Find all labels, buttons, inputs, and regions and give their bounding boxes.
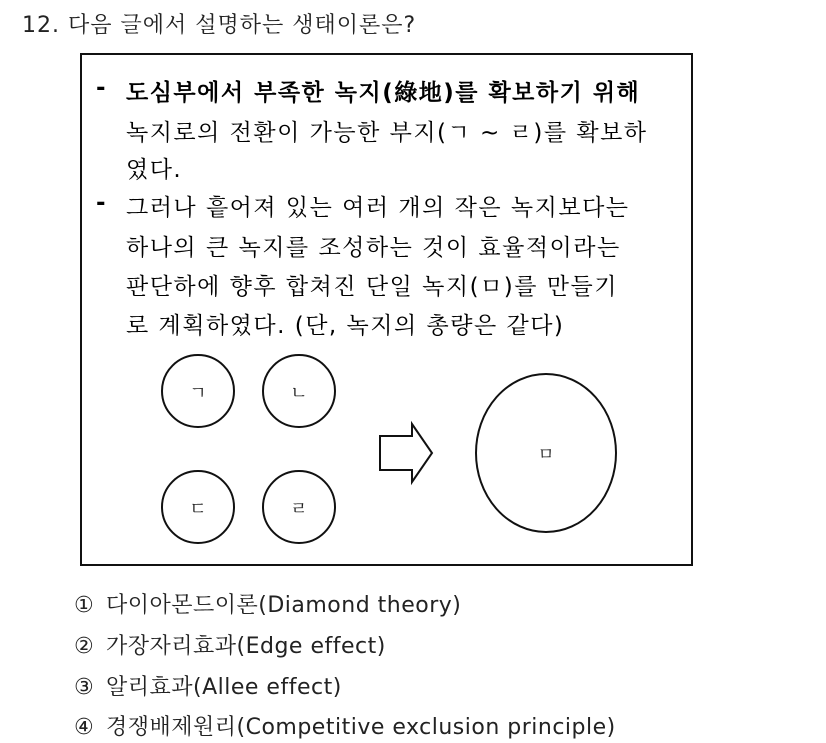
right-arrow-icon — [380, 424, 432, 482]
choice-3-text: 알리효과(Allee effect) — [106, 675, 342, 700]
small-site-c-label: ㄷ — [189, 499, 207, 520]
choice-4[interactable] — [74, 710, 616, 741]
passage-line-3: 였다. — [126, 157, 183, 183]
passage-line-4: 그러나 흩어져 있는 여러 개의 작은 녹지보다는 — [126, 195, 630, 221]
large-site-label: ㅁ — [537, 445, 555, 465]
choice-2-text: 가장자리효과(Edge effect) — [106, 634, 386, 659]
passage-line-1: 도심부에서 부족한 녹지(綠地)를 확보하기 위해 — [126, 80, 641, 106]
choice-2-number: ② — [74, 634, 95, 659]
small-site-c — [162, 471, 234, 543]
choice-1[interactable] — [74, 588, 461, 619]
small-site-a — [162, 355, 234, 427]
passage-line-7: 로 계획하였다. (단, 녹지의 총량은 같다) — [126, 313, 565, 339]
small-site-a-label: ㄱ — [189, 383, 207, 404]
passage-line-5: 하나의 큰 녹지를 조성하는 것이 효율적이라는 — [126, 235, 621, 261]
passage-line-2: 녹지로의 전환이 가능한 부지(ㄱ ~ ㄹ)를 확보하 — [126, 120, 648, 146]
bullet-2: - — [96, 190, 106, 216]
choice-1-number: ① — [74, 593, 95, 618]
bullet-1: - — [96, 75, 106, 101]
choice-3-number: ③ — [74, 675, 95, 700]
small-site-d — [263, 471, 335, 543]
choice-2[interactable] — [74, 629, 386, 660]
choice-3[interactable] — [74, 670, 342, 701]
passage-line-6: 판단하에 향후 합쳐진 단일 녹지(ㅁ)를 만들기 — [126, 274, 618, 300]
choice-4-number: ④ — [74, 715, 95, 740]
small-site-b — [263, 355, 335, 427]
question-title: 12. 다음 글에서 설명하는 생태이론은? — [22, 13, 417, 38]
choice-1-text: 다이아몬드이론(Diamond theory) — [106, 593, 462, 618]
green-space-diagram — [82, 55, 695, 568]
small-site-d-label: ㄹ — [290, 499, 308, 520]
large-site — [476, 374, 616, 532]
choice-4-text: 경쟁배제원리(Competitive exclusion principle) — [106, 715, 616, 740]
passage-box — [80, 53, 693, 566]
small-site-b-label: ㄴ — [290, 383, 308, 404]
